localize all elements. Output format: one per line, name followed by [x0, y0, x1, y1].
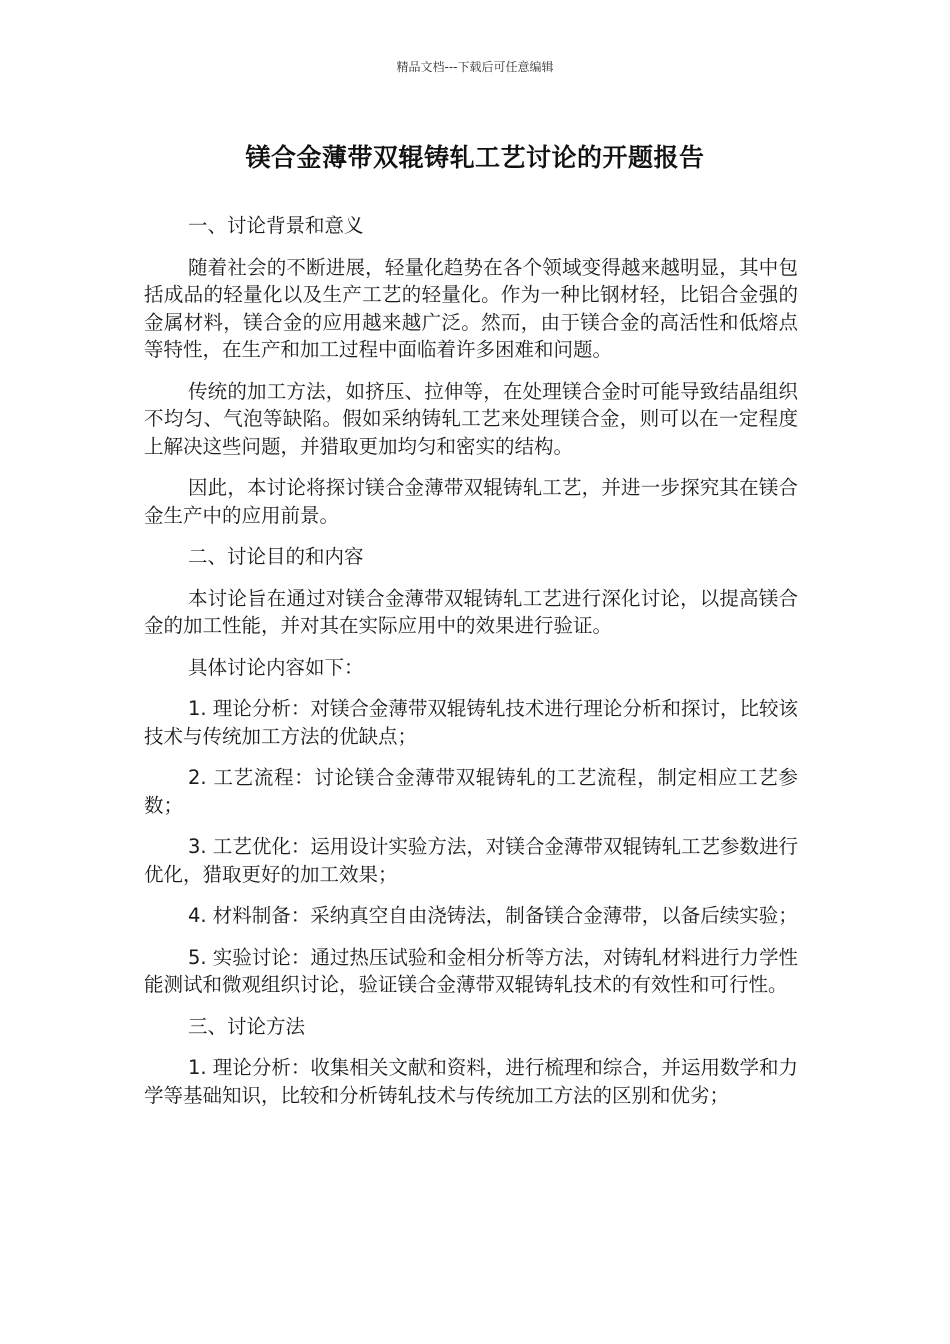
section-heading-method: 三、讨论方法 [188, 1014, 306, 1038]
header-note: 精品文档---下载后可任意编辑 [396, 60, 554, 74]
list-item-material: 4. 材料制备：采纳真空自由浇铸法，制备镁合金薄带，以备后续实验； [188, 904, 798, 927]
list-item-process: 2. 工艺流程：讨论镁合金薄带双辊铸轧的工艺流程，制定相应工艺参数； [144, 766, 798, 817]
section-heading-background: 一、讨论背景和意义 [188, 214, 364, 237]
document-body [144, 212, 798, 1123]
list-item-theory: 1. 理论分析：对镁合金薄带双辊铸轧技术进行理论分析和探讨，比较该技术与传统加工方法的优缺点； [144, 697, 798, 748]
list-item-method-theory: 1. 理论分析：收集相关文献和资料，进行梳理和综合，并运用数学和力学等基础知识，比较和分析铸轧技术与传统加工方法的区别和优劣； [144, 1056, 798, 1107]
paragraph-background-1: 随着社会的不断进展，轻量化趋势在各个领域变得越来越明显，其中包括成品的轻量化以及生产工艺的轻量化。作为一种比钢材轻，比铝合金强的金属材料，镁合金的应用越来越广泛。然而，由于镁合金的高活性和低熔点等特性，在生产和加工过程中面临着许多困难和问题。 [144, 255, 798, 361]
paragraph-background-2: 传统的加工方法，如挤压、拉伸等，在处理镁合金时可能导致结晶组织不均匀、气泡等缺陷。假如采纳铸轧工艺来处理镁合金，则可以在一定程度上解决这些问题，并猎取更加均匀和密实的结构。 [144, 379, 798, 458]
paragraph-purpose-2: 具体讨论内容如下： [188, 655, 364, 679]
list-item-optimization: 3. 工艺优化：运用设计实验方法，对镁合金薄带双辊铸轧工艺参数进行优化，猎取更好的加工效果； [144, 835, 798, 886]
paragraph-purpose-1: 本讨论旨在通过对镁合金薄带双辊铸轧工艺进行深化讨论，以提高镁合金的加工性能，并对其在实际应用中的效果进行验证。 [144, 586, 798, 637]
list-item-experiment: 5. 实验讨论：通过热压试验和金相分析等方法，对铸轧材料进行力学性能测试和微观组织讨论，验证镁合金薄带双辊铸轧技术的有效性和可行性。 [144, 945, 798, 996]
document-title: 镁合金薄带双辊铸轧工艺讨论的开题报告 [245, 143, 705, 172]
section-heading-purpose: 二、讨论目的和内容 [188, 545, 364, 568]
paragraph-background-3: 因此，本讨论将探讨镁合金薄带双辊铸轧工艺，并进一步探究其在镁合金生产中的应用前景。 [144, 476, 798, 527]
